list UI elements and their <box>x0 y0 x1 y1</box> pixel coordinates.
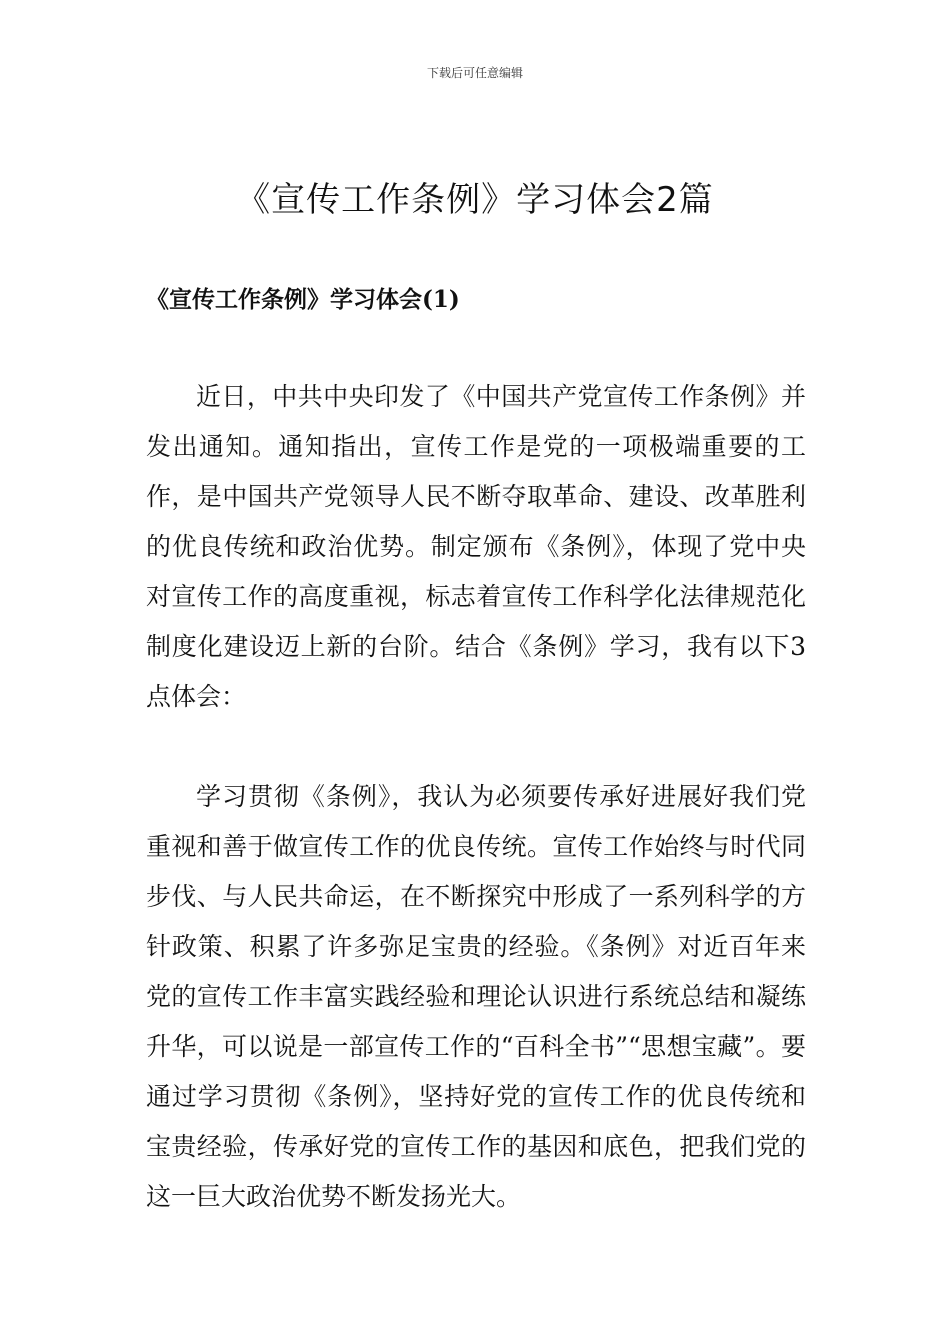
document-title: 《宣传工作条例》学习体会2篇 <box>236 180 714 220</box>
section-title: 《宣传工作条例》学习体会(1) <box>146 286 460 313</box>
paragraph-2: 学习贯彻《条例》，我认为必须要传承好进展好我们党重视和善于做宣传工作的优良传统。宣传工作始终与时代同步伐、与人民共命运，在不断探究中形成了一系列科学的方针政策、积累了许多弥足宝贵的经验。《条例》对近百年来党的宣传工作丰富实践经验和理论认识进行系统总结和凝练升华，可以说是一部宣传工作的“百科全书”“思想宝藏”。要通过学习贯彻《条例》，坚持好党的宣传工作的优良传统和宝贵经验，传承好党的宣传工作的基因和底色，把我们党的这一巨大政治优势不断发扬光大。 <box>146 782 806 1211</box>
paragraph-1: 近日，中共中央印发了《中国共产党宣传工作条例》并发出通知。通知指出，宣传工作是党的一项极端重要的工作，是中国共产党领导人民不断夺取革命、建设、改革胜利的优良传统和政治优势。制定颁布《条例》，体现了党中央对宣传工作的高度重视，标志着宣传工作科学化法律规范化制度化建设迈上新的台阶。结合《条例》学习，我有以下3点体会： <box>146 382 806 711</box>
header-note: 下载后可任意编辑 <box>426 66 523 80</box>
